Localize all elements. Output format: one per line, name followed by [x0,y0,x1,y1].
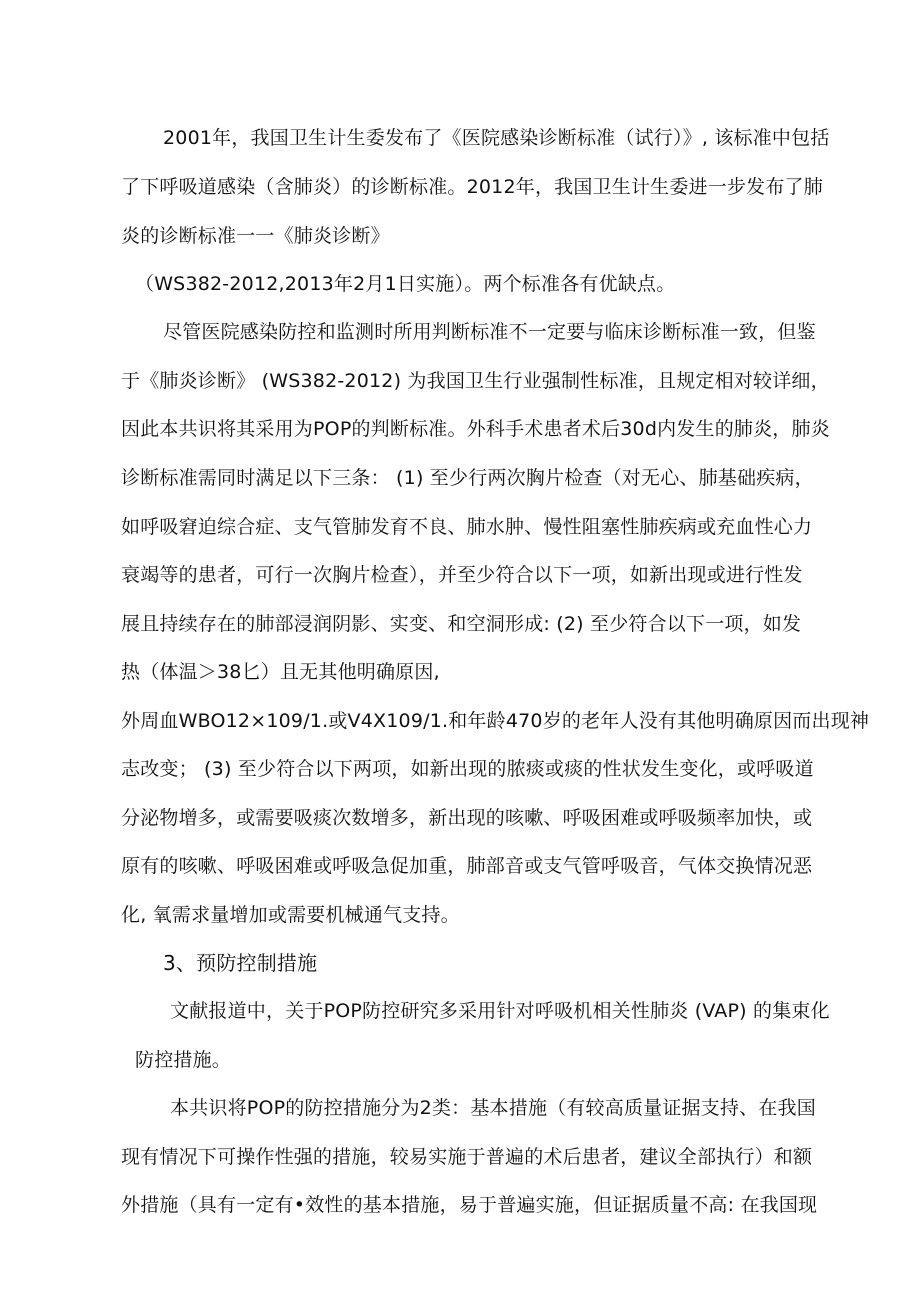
text-line: 尽管医院感染防控和监测时所用判断标准不一定要与临床诊断标准一致，但鉴 [163,321,816,343]
text-line: 如呼吸窘迫综合症、支气管肺发育不良、肺水肿、慢性阻塞性肺疾病或充血性心力 [121,516,813,538]
text-line: 炎的诊断标准一一《肺炎诊断》 [121,225,390,247]
text-line: （WS382-2012,2013年2月1日实施）。两个标准各有优缺点。 [135,273,676,295]
text-line: 外周血WBO12×109/1.或V4X109/1.和年龄470岁的老年人没有其他明确原因而出现神 [121,710,870,732]
text-line: 展且持续存在的肺部浸润阴影、实变、和空洞形成: (2) 至少符合以下一项，如发 [121,613,802,635]
text-line: 诊断标准需同时满足以下三条： (1) 至少行两次胸片检查（对无心、肺基础疾病， [121,467,814,489]
text-line: 热（体温＞38匕）且无其他明确原因, [121,661,440,683]
text-line: 化, 氧需求量增加或需要机械通气支持。 [121,904,460,926]
text-line: 2001年，我国卫生计生委发布了《医院感染诊断标准（试行）》, 该标准中包括 [163,127,830,149]
text-line: 于《肺炎诊断》 (WS382-2012) 为我国卫生行业强制性标准，且规定相对较详细， [121,370,830,392]
text-line: 因此本共识将其采用为POP的判断标准。外科手术患者术后30d内发生的肺炎，肺炎 [121,418,830,440]
text-line: 衰竭等的患者，可行一次胸片检查），并至少符合以下一项，如新出现或进行性发 [121,564,803,586]
text-line: 原有的咳嗽、呼吸困难或呼吸急促加重，肺部音或支气管呼吸音，气体交换情况恶 [121,855,813,877]
text-line: 防控措施。 [135,1049,232,1071]
text-line: 了下呼吸道感染（含肺炎）的诊断标准。2012年，我国卫生计生委进一步发布了肺 [121,176,823,198]
text-line: 外措施（具有一定有•效性的基本措施，易于普遍实施，但证据质量不高: 在我国现 [121,1194,818,1216]
section-heading: 3、预防控制措施 [163,951,318,975]
text-line: 现有情况下可操作性强的措施，较易实施于普遍的术后患者，建议全部执行）和额 [121,1146,813,1168]
text-line: 分泌物增多，或需要吸痰次数增多，新出现的咳嗽、呼吸困难或呼吸频率加快，或 [121,807,813,829]
text-line: 志改变； (3) 至少符合以下两项，如新出现的脓痰或痰的性状发生变化，或呼吸道 [121,758,814,780]
text-line: 文献报道中，关于POP防控研究多采用针对呼吸机相关性肺炎 (VAP) 的集束化 [170,1000,830,1022]
text-line: 本共识将POP的防控措施分为2类：基本措施（有较高质量证据支持、在我国 [170,1097,816,1119]
